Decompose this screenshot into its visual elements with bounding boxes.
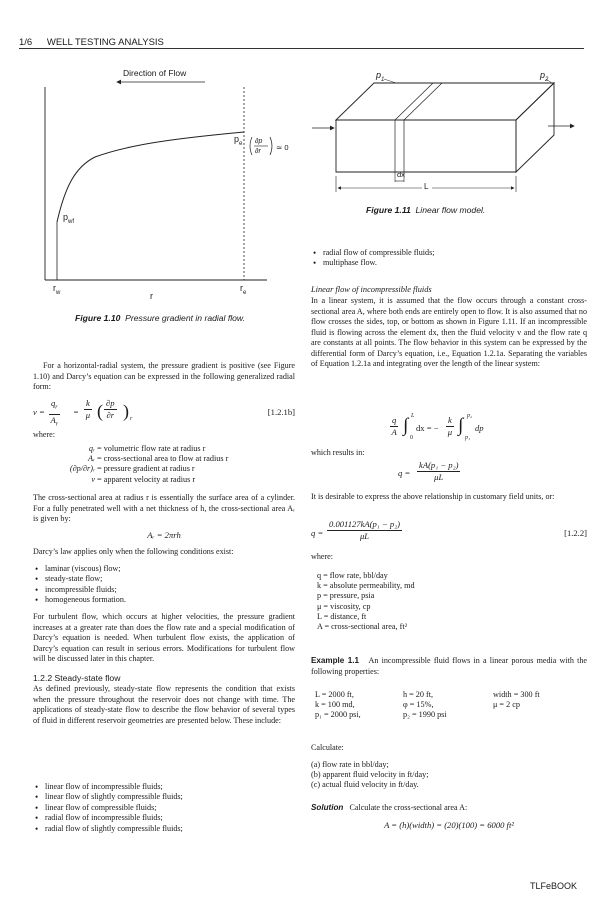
def-row: A = cross-sectional area, ft² — [317, 622, 408, 632]
figure-1-10 — [35, 62, 275, 307]
figure-1-11 — [312, 68, 587, 203]
eq-integral: $\frac{q}{A}$ ∫ L 0 dx = − $\frac{k}{\mu}$ ∫ p₂ p₁ dp — [391, 413, 484, 441]
list-item: • homogeneous formation. — [33, 595, 295, 605]
block-front — [336, 120, 516, 172]
list-item: • linear flow of compressible fluids; — [33, 803, 295, 813]
which-results-in: which results in: — [311, 448, 365, 457]
eq-1-2-2: q = $\frac{\text{0.001127kA(p₁ − p₂)}}{\mu L}$ [1.2.2] — [311, 519, 587, 541]
def-row: (∂p/∂r)ᵣ = pressure gradient at radius r — [69, 464, 195, 474]
fig10-re-label: $r_e$ — [240, 283, 247, 296]
conditions-list — [33, 564, 295, 606]
p1-leader — [384, 79, 396, 83]
para-turbulent: For turbulent flow, which occurs at higher velocities, the pressure gradient increases at a greater rate than does the flow rate and a special modification of Darcy’s equation is needed. When turbulent flow exists, the application of Darcy’s equation can result in serious errors. Modifications for turbulent flow will be discussed later in this chapter. — [33, 612, 295, 663]
list-item: • laminar (viscous) flow; — [33, 564, 295, 574]
def-row: qᵣ = volumetric flow rate at radius r — [88, 444, 206, 453]
list-item: • radial flow of compressible fluids; — [311, 248, 587, 258]
list-item: • incompressible fluids; — [33, 585, 295, 595]
figure-1-11-caption: Figure 1.11 Linear flow model. — [366, 205, 486, 215]
fig11-p2-label: $p_2$ — [540, 70, 549, 83]
where-left: where: — [33, 430, 56, 439]
running-title: WELL TESTING ANALYSIS — [46, 37, 164, 48]
fig10-derivative-top: ∂p — [255, 138, 263, 145]
fig10-pe-label: $p_e$ — [234, 134, 243, 147]
eq-1-2-1b: v = $\frac{q_r}{A_r}$ = $\frac{k}{\mu}$ ( $\frac{\partial p}{\partial r}$ ) r [1.2.1b] — [33, 398, 295, 428]
task-item: (c) actual fluid velocity in ft/day. — [311, 780, 419, 790]
example-1-1: Example 1.1 An incompressible fluid flows in a linear porous media with the following properties: — [311, 656, 587, 676]
subheading-linear-flow: Linear flow of incompressible fluids — [311, 285, 432, 294]
watermark: TLFeBOOK — [530, 881, 578, 891]
para-radial-intro: For a horizontal-radial system, the pressure gradient is positive (see Figure 1.10) and Darcy’s equation can be expressed in the following generalized radial form: — [33, 361, 295, 391]
fig11-dx-label: dx — [397, 170, 405, 179]
list-item: • linear flow of slightly compressible fluids; — [33, 792, 295, 802]
section-heading-1-2-2: 1.2.2 Steady-state flow — [33, 673, 121, 683]
task-item: (a) flow rate in bbl/day; — [311, 760, 389, 769]
eq-result: q = $\frac{\text{kA(p₁ − p₂)}}{\mu L}$ — [398, 460, 459, 482]
para-conditions: Darcy’s law applies only when the following conditions exist: — [33, 547, 234, 556]
def-row: μ = viscosity, cp — [317, 601, 371, 611]
eq-area: Aᵣ = 2πrh — [147, 530, 181, 540]
property-row: L = 2000 ft, h = 20 ft, width = 300 ft — [315, 690, 540, 699]
fig10-r-label: r — [150, 291, 153, 301]
def-row: p = pressure, psia — [317, 591, 375, 601]
property-row: k = 100 md, φ = 15%, μ = 2 cp — [315, 700, 520, 710]
list-item: • multiphase flow. — [311, 258, 587, 268]
left-definitions — [33, 444, 295, 485]
calculate-label: Calculate: — [311, 743, 344, 752]
block-side — [516, 83, 554, 172]
property-row: p₁ = 2000 psi, p₂ = 1990 psi — [315, 710, 447, 720]
fig11-L-label: L — [424, 182, 429, 191]
para-steady-state: As defined previously, steady-state flow represents the condition that exists when the pressure throughout the reservoir does not change with time. The applications of steady-state flow to describe the flow behavior of several types of fluid in different reservoir geometries are presented below. These include: — [33, 684, 295, 725]
list-item: • radial flow of incompressible fluids; — [33, 813, 295, 823]
fig10-derivative-bottom: ∂r — [255, 148, 261, 155]
flow-types-list-cont — [311, 248, 587, 269]
example-properties — [315, 690, 587, 721]
solution-line: Solution Calculate the cross-sectional area A: — [311, 803, 468, 812]
fig10-pwf-label: $p_{wf}$ — [63, 212, 75, 225]
figure-1-10-caption: Figure 1.10 Pressure gradient in radial flow. — [75, 313, 246, 323]
where-right: where: — [311, 552, 334, 561]
header-rule — [19, 48, 584, 49]
para-area: The cross-sectional area at radius r is essentially the surface area of a cylinder. For a fully penetrated well with a net thickness of h, the cross-sectional area Aᵣ is given by: — [33, 493, 295, 523]
list-item: • linear flow of incompressible fluids; — [33, 782, 295, 792]
element-top-right — [404, 83, 442, 120]
list-item: • steady-state flow; — [33, 574, 295, 584]
fig10-arrow-label: Direction of Flow — [123, 68, 187, 78]
def-row: L = distance, ft — [317, 611, 367, 621]
pressure-curve — [57, 132, 244, 222]
running-header — [19, 37, 164, 48]
task-item: (b) apparent fluid velocity in ft/day; — [311, 770, 429, 780]
fig10-derivative-rel: ≃ 0 — [276, 143, 289, 152]
flow-types-list — [33, 782, 295, 834]
tasks-list — [311, 760, 429, 791]
def-row: Aᵣ = cross-sectional area to flow at radius r — [87, 454, 229, 464]
derivative-bracket-left — [250, 137, 252, 155]
def-row: q = flow rate, bbl/day — [317, 571, 388, 580]
para-linear: In a linear system, it is assumed that the flow occurs through a constant cross-sectional area A, where both ends are entirely open to flow. It is also assumed that no flow crosses the sides, top, or bottom as shown in Figure 1.11. If an incompressible fluid is flowing across the element dx, then the fluid velocity v and the flow rate q are constants at all points. The flow behavior in this system can be expressed by the differential form of Darcy’s equation, i.e., Equation 1.2.1a. Separating the variables of Equation 1.2.1a and integrating over the length of the linear system: — [311, 296, 587, 368]
def-row: v = apparent velocity at radius r — [91, 474, 196, 484]
def-row: k = absolute permeability, md — [317, 581, 415, 591]
derivative-bracket-right — [270, 137, 272, 155]
fig10-rw-label: $r_w$ — [53, 283, 61, 296]
para-customary-units: It is desirable to express the above relationship in customary field units, or: — [311, 492, 555, 501]
element-top-left — [395, 83, 433, 120]
right-definitions — [317, 571, 415, 632]
page-number: 1/6 — [19, 37, 33, 48]
solution-equation: A = (h)(width) = (20)(100) = 6000 ft² — [384, 820, 514, 830]
list-item: • radial flow of slightly compressible fluids; — [33, 824, 295, 834]
fig11-p1-label: $p_1$ — [376, 70, 385, 83]
